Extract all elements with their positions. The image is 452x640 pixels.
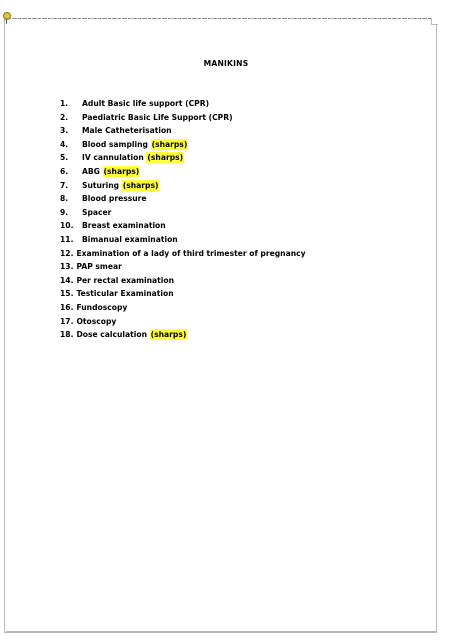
- pushpin-icon: [2, 12, 10, 24]
- list-item: [60, 138, 400, 152]
- list-item-number: 15.: [60, 289, 74, 299]
- list-item-label: ABG: [82, 166, 103, 176]
- list-item-number: 9.: [60, 207, 69, 217]
- sharps-highlight: (sharps): [150, 330, 187, 340]
- list-item-number: 2.: [60, 112, 69, 122]
- list-item-label: Spacer: [82, 207, 112, 217]
- list-item-number: 10.: [60, 221, 74, 231]
- list-item-label: Paediatric Basic Life Support (CPR): [82, 112, 233, 122]
- list-item-label: Bimanual examination: [82, 234, 178, 244]
- list-item-number: 7.: [60, 180, 69, 190]
- list-item-number: 12.: [60, 248, 74, 258]
- page-top-edge: [8, 18, 436, 19]
- list-item: [60, 219, 400, 233]
- list-item: [60, 111, 400, 125]
- list-item-number: 17.: [60, 316, 74, 326]
- list-item-label: Adult Basic life support (CPR): [82, 99, 210, 108]
- list-item-number: 11.: [60, 234, 74, 244]
- list-item-label: Per rectal examination: [76, 275, 175, 285]
- list-item-number: 8.: [60, 194, 69, 204]
- list-item: [60, 179, 400, 193]
- manikin-list: [60, 97, 400, 342]
- list-item: [60, 233, 400, 247]
- list-item: [60, 192, 400, 206]
- list-item: [60, 124, 400, 138]
- list-item-label: PAP smear: [76, 262, 122, 272]
- page-corner-fold: [431, 18, 438, 25]
- list-item-label: Suturing: [82, 180, 122, 190]
- list-item: [60, 165, 400, 179]
- list-item: [60, 206, 400, 220]
- list-item: [60, 315, 400, 329]
- list-item: [60, 287, 400, 301]
- sharps-highlight: (sharps): [147, 153, 184, 163]
- list-item: [60, 274, 400, 288]
- list-item-label: Male Catheterisation: [82, 126, 172, 136]
- list-item-number: 13.: [60, 262, 74, 272]
- page-bottom-edge: [6, 631, 436, 632]
- list-item-label: Fundoscopy: [76, 302, 128, 312]
- list-item-number: 16.: [60, 302, 74, 312]
- list-item-number: 14.: [60, 275, 74, 285]
- list-item-label: Otoscopy: [76, 316, 117, 326]
- list-item-label: Examination of a lady of third trimester of pregnancy: [76, 248, 306, 258]
- list-item-number: 4.: [60, 139, 69, 149]
- list-item-label: Breast examination: [82, 221, 166, 231]
- list-item: [60, 260, 400, 274]
- list-item: [60, 301, 400, 315]
- list-item: [60, 328, 400, 342]
- list-item: [60, 97, 400, 111]
- list-item-number: 5.: [60, 153, 69, 163]
- list-item-label: Dose calculation: [76, 330, 150, 340]
- sharps-highlight: (sharps): [103, 166, 140, 176]
- list-item-number: 3.: [60, 126, 69, 136]
- list-item-number: 18.: [60, 330, 74, 340]
- list-item-number: 6.: [60, 166, 69, 176]
- list-item-label: IV cannulation: [82, 153, 147, 163]
- list-item-label: Blood sampling: [82, 139, 151, 149]
- list-item: [60, 151, 400, 165]
- document-title: MANIKINS: [203, 59, 249, 68]
- list-item-label: Blood pressure: [82, 194, 147, 204]
- sharps-highlight: (sharps): [151, 139, 188, 149]
- sharps-highlight: (sharps): [122, 180, 159, 190]
- list-item-number: 1.: [60, 99, 69, 108]
- list-item: [60, 247, 400, 261]
- list-item-label: Testicular Examination: [76, 289, 174, 299]
